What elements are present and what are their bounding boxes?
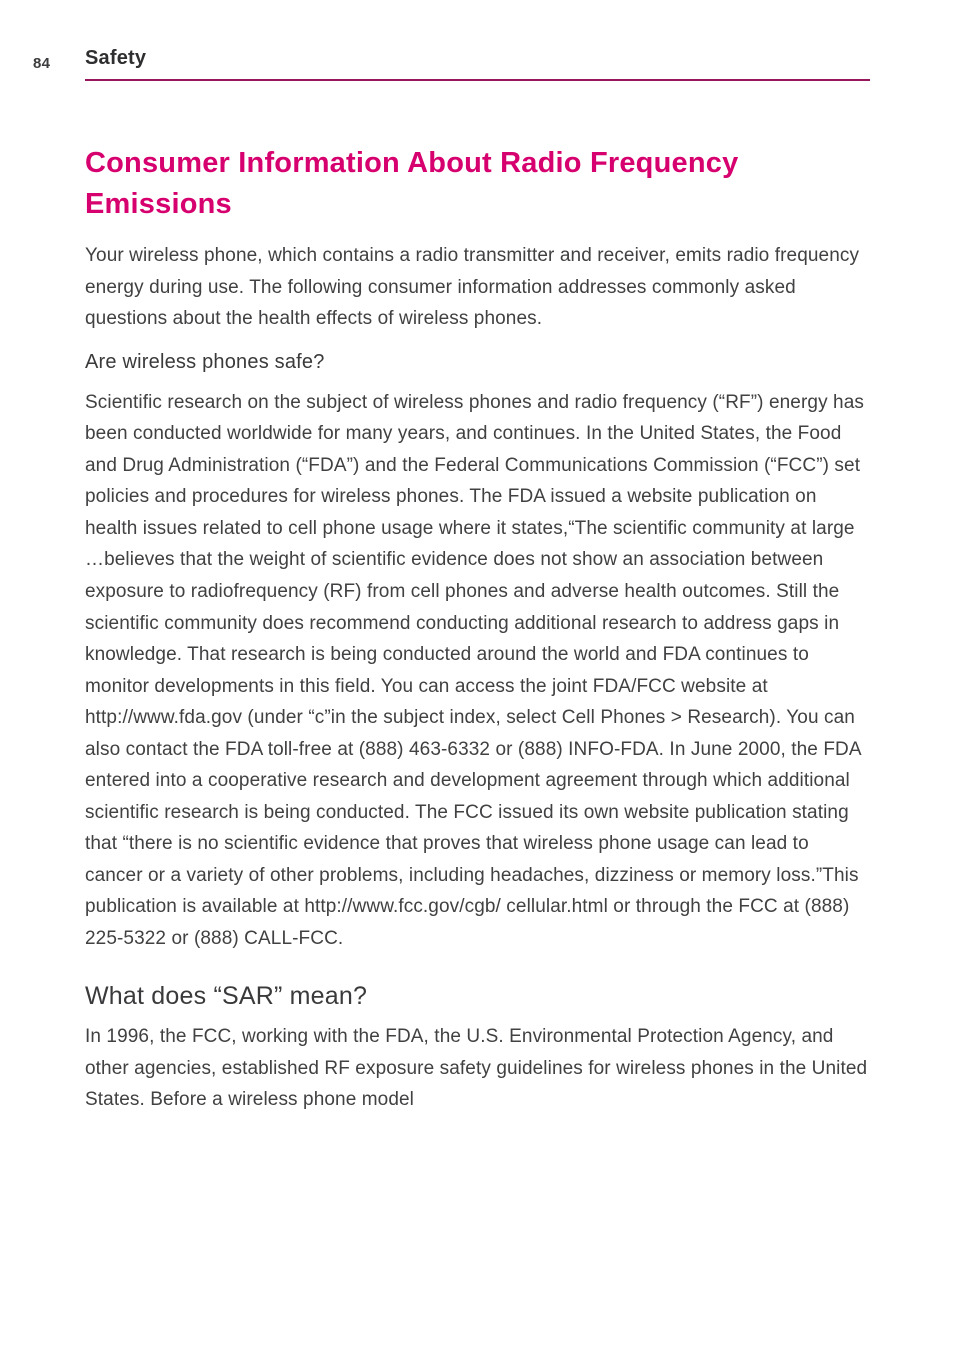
section-title: Consumer Information About Radio Frequency Emissions — [85, 147, 739, 220]
chapter-header — [85, 0, 870, 81]
intro-paragraph: Your wireless phone, which contains a radio transmitter and receiver, emits radio frequency energy during use. The following consumer information addresses commonly asked questions about the health effects of wireless phones. — [85, 245, 860, 330]
subsection-heading-sar: What does “SAR” mean? — [85, 982, 368, 1011]
chapter-title: Safety — [85, 47, 147, 69]
page-number: 84 — [33, 55, 51, 72]
content-column — [85, 0, 870, 1116]
body-paragraph-safe: Scientific research on the subject of wireless phones and radio frequency (“RF”) energy has been conducted worldwide for many years, and continues. In the United States, the Food and Drug Administration (“FDA”) and the Federal Communications Commission (“FCC”) set policies and procedures for wireless phones. The FDA issued a website publication on health issues related to cell phone usage where it states,“The scientific community at large …believes that the weight of scientific evidence does not show an association between exposure to radiofrequency (RF) from cell phones and adverse health outcomes. Still the scientific community does recommend conducting additional research to address gaps in knowledge. That research is being conducted around the world and FDA continues to monitor developments in this field. You can access the joint FDA/FCC website at http://www.fda.gov (under “c”in the subject index, select Cell Phones > Research). You can also contact the FDA toll-free at (888) 463-6332 or (888) INFO-FDA. In June 2000, the FDA entered into a cooperative research and development agreement through which additional scientific research is being conducted. The FCC issued its own website publication stating that “there is no scientific evidence that proves that wireless phone usage can lead to cancer or a variety of other problems, including headaches, dizziness or memory loss.”This publication is available at http://www.fcc.gov/cgb/ cellular.html or through the FCC at (888) 225-5322 or (888) CALL-FCC. — [85, 391, 864, 949]
subsection-heading-safe: Are wireless phones safe? — [85, 350, 325, 373]
body-paragraph-sar: In 1996, the FCC, working with the FDA, the U.S. Environmental Protection Agency, and other agencies, established RF exposure safety guidelines for wireless phones in the United States. Before a wireless phone model — [85, 1026, 868, 1111]
